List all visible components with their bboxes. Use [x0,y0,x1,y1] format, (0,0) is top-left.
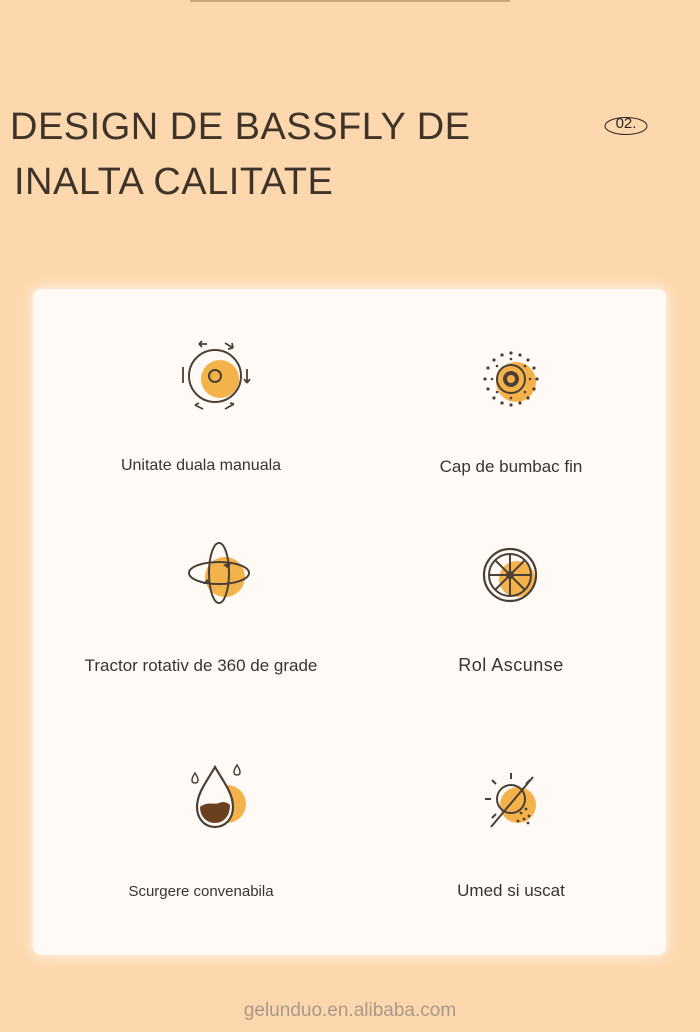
water-drop-icon [171,761,251,841]
title-line-2: INALTA CALITATE [14,161,334,203]
top-divider [190,0,510,2]
wet-dry-icon [471,761,551,841]
section-number-badge [603,112,649,138]
feature-label: Scurgere convenabila [128,883,274,900]
feature-label: Umed si uscat [457,881,565,900]
watermark: gelunduo.en.alibaba.com [243,1000,457,1021]
feature-label: Unitate duala manuala [120,457,282,474]
feature-label: Rol Ascunse [458,655,564,675]
title-line-1: DESIGN DE BASSFLY DE [10,106,471,148]
feature-label: Tractor rotativ de 360 de grade [84,656,318,675]
section-number: 02. [615,115,637,132]
feature-label: Cap de bumbac fin [439,457,583,476]
hidden-roller-icon [471,535,551,615]
page-title [10,100,471,210]
cotton-head-icon [473,339,553,419]
rotate-360-icon [179,535,259,615]
feature-card [33,289,666,955]
dial-arrows-icon [177,339,257,419]
